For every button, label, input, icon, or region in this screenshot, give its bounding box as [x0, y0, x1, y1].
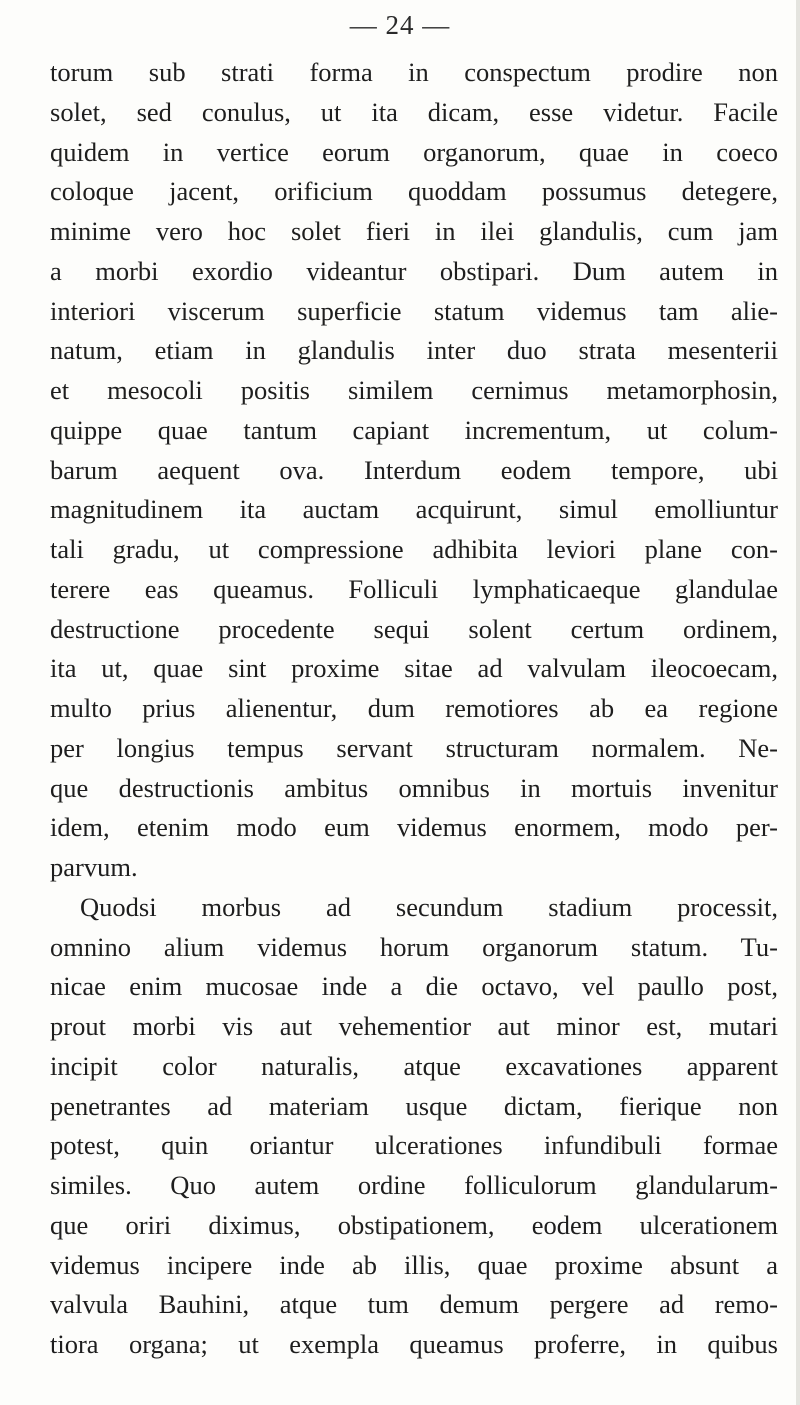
text-line: barum aequent ova. Interdum eodem tempore, ubi: [50, 454, 778, 485]
text-line: que destructionis ambitus omnibus in mortuis invenitur: [50, 772, 778, 803]
text-line: natum, etiam in glandulis inter duo strata mesenterii: [50, 335, 778, 366]
text-line: minime vero hoc solet fieri in ilei glandulis, cum jam: [50, 216, 778, 246]
text-line: que oriri diximus, obstipationem, eodem ulcerationem: [50, 1209, 778, 1240]
text-line: incipit color naturalis, atque excavationes apparent: [50, 1050, 778, 1081]
text-line: similes. Quo autem ordine folliculorum glandularum-: [50, 1170, 778, 1200]
text-line: ita ut, quae sint proxime sitae ad valvulam ileocoecam,: [50, 653, 778, 684]
text-line: multo prius alienentur, dum remotiores ab ea regione: [50, 693, 778, 723]
text-line: Quodsi morbus ad secundum stadium processit,: [80, 891, 778, 922]
text-line: idem, etenim modo eum videmus enormem, modo per-: [50, 812, 778, 843]
text-line: quippe quae tantum capiant incrementum, ut colum-: [50, 414, 778, 445]
text-line: tali gradu, ut compressione adhibita leviori plane con-: [50, 534, 778, 564]
text-line: parvum.: [50, 852, 138, 882]
text-line: per longius tempus servant structuram normalem. Ne-: [50, 732, 778, 763]
text-line: videmus incipere inde ab illis, quae proxime absunt a: [50, 1249, 778, 1280]
text-line: torum sub strati forma in conspectum prodire non: [50, 57, 778, 87]
text-line: penetrantes ad materiam usque dictam, fierique non: [50, 1090, 778, 1121]
page-edge: [796, 0, 800, 1405]
text-line: terere eas queamus. Folliculi lymphaticaeque glandulae: [50, 573, 778, 604]
text-line: coloque jacent, orificium quoddam possumus detegere,: [50, 176, 778, 207]
body-text: [50, 53, 778, 1365]
text-line: tiora organa; ut exempla queamus proferre, in quibus: [50, 1329, 778, 1359]
text-line: magnitudinem ita auctam acquirunt, simul emolliuntur: [50, 494, 778, 525]
text-line: destructione procedente sequi solent certum ordinem,: [50, 613, 778, 644]
text-line: prout morbi vis aut vehementior aut minor est, mutari: [50, 1011, 778, 1041]
text-line: nicae enim mucosae inde a die octavo, vel paullo post,: [50, 971, 778, 1002]
page-number-header: — 24 —: [349, 10, 451, 40]
text-line: potest, quin oriantur ulcerationes infundibuli formae: [50, 1130, 778, 1161]
text-line: omnino alium videmus horum organorum statum. Tu-: [50, 931, 778, 962]
text-line: a morbi exordio videantur obstipari. Dum autem in: [50, 255, 778, 286]
text-line: solet, sed conulus, ut ita dicam, esse videtur. Facile: [50, 96, 778, 127]
text-line: quidem in vertice eorum organorum, quae in coeco: [50, 136, 778, 167]
text-line: interiori viscerum superficie statum videmus tam alie-: [50, 295, 778, 326]
text-line: valvula Bauhini, atque tum demum pergere ad remo-: [50, 1289, 778, 1320]
text-line: et mesocoli positis similem cernimus metamorphosin,: [50, 375, 778, 405]
